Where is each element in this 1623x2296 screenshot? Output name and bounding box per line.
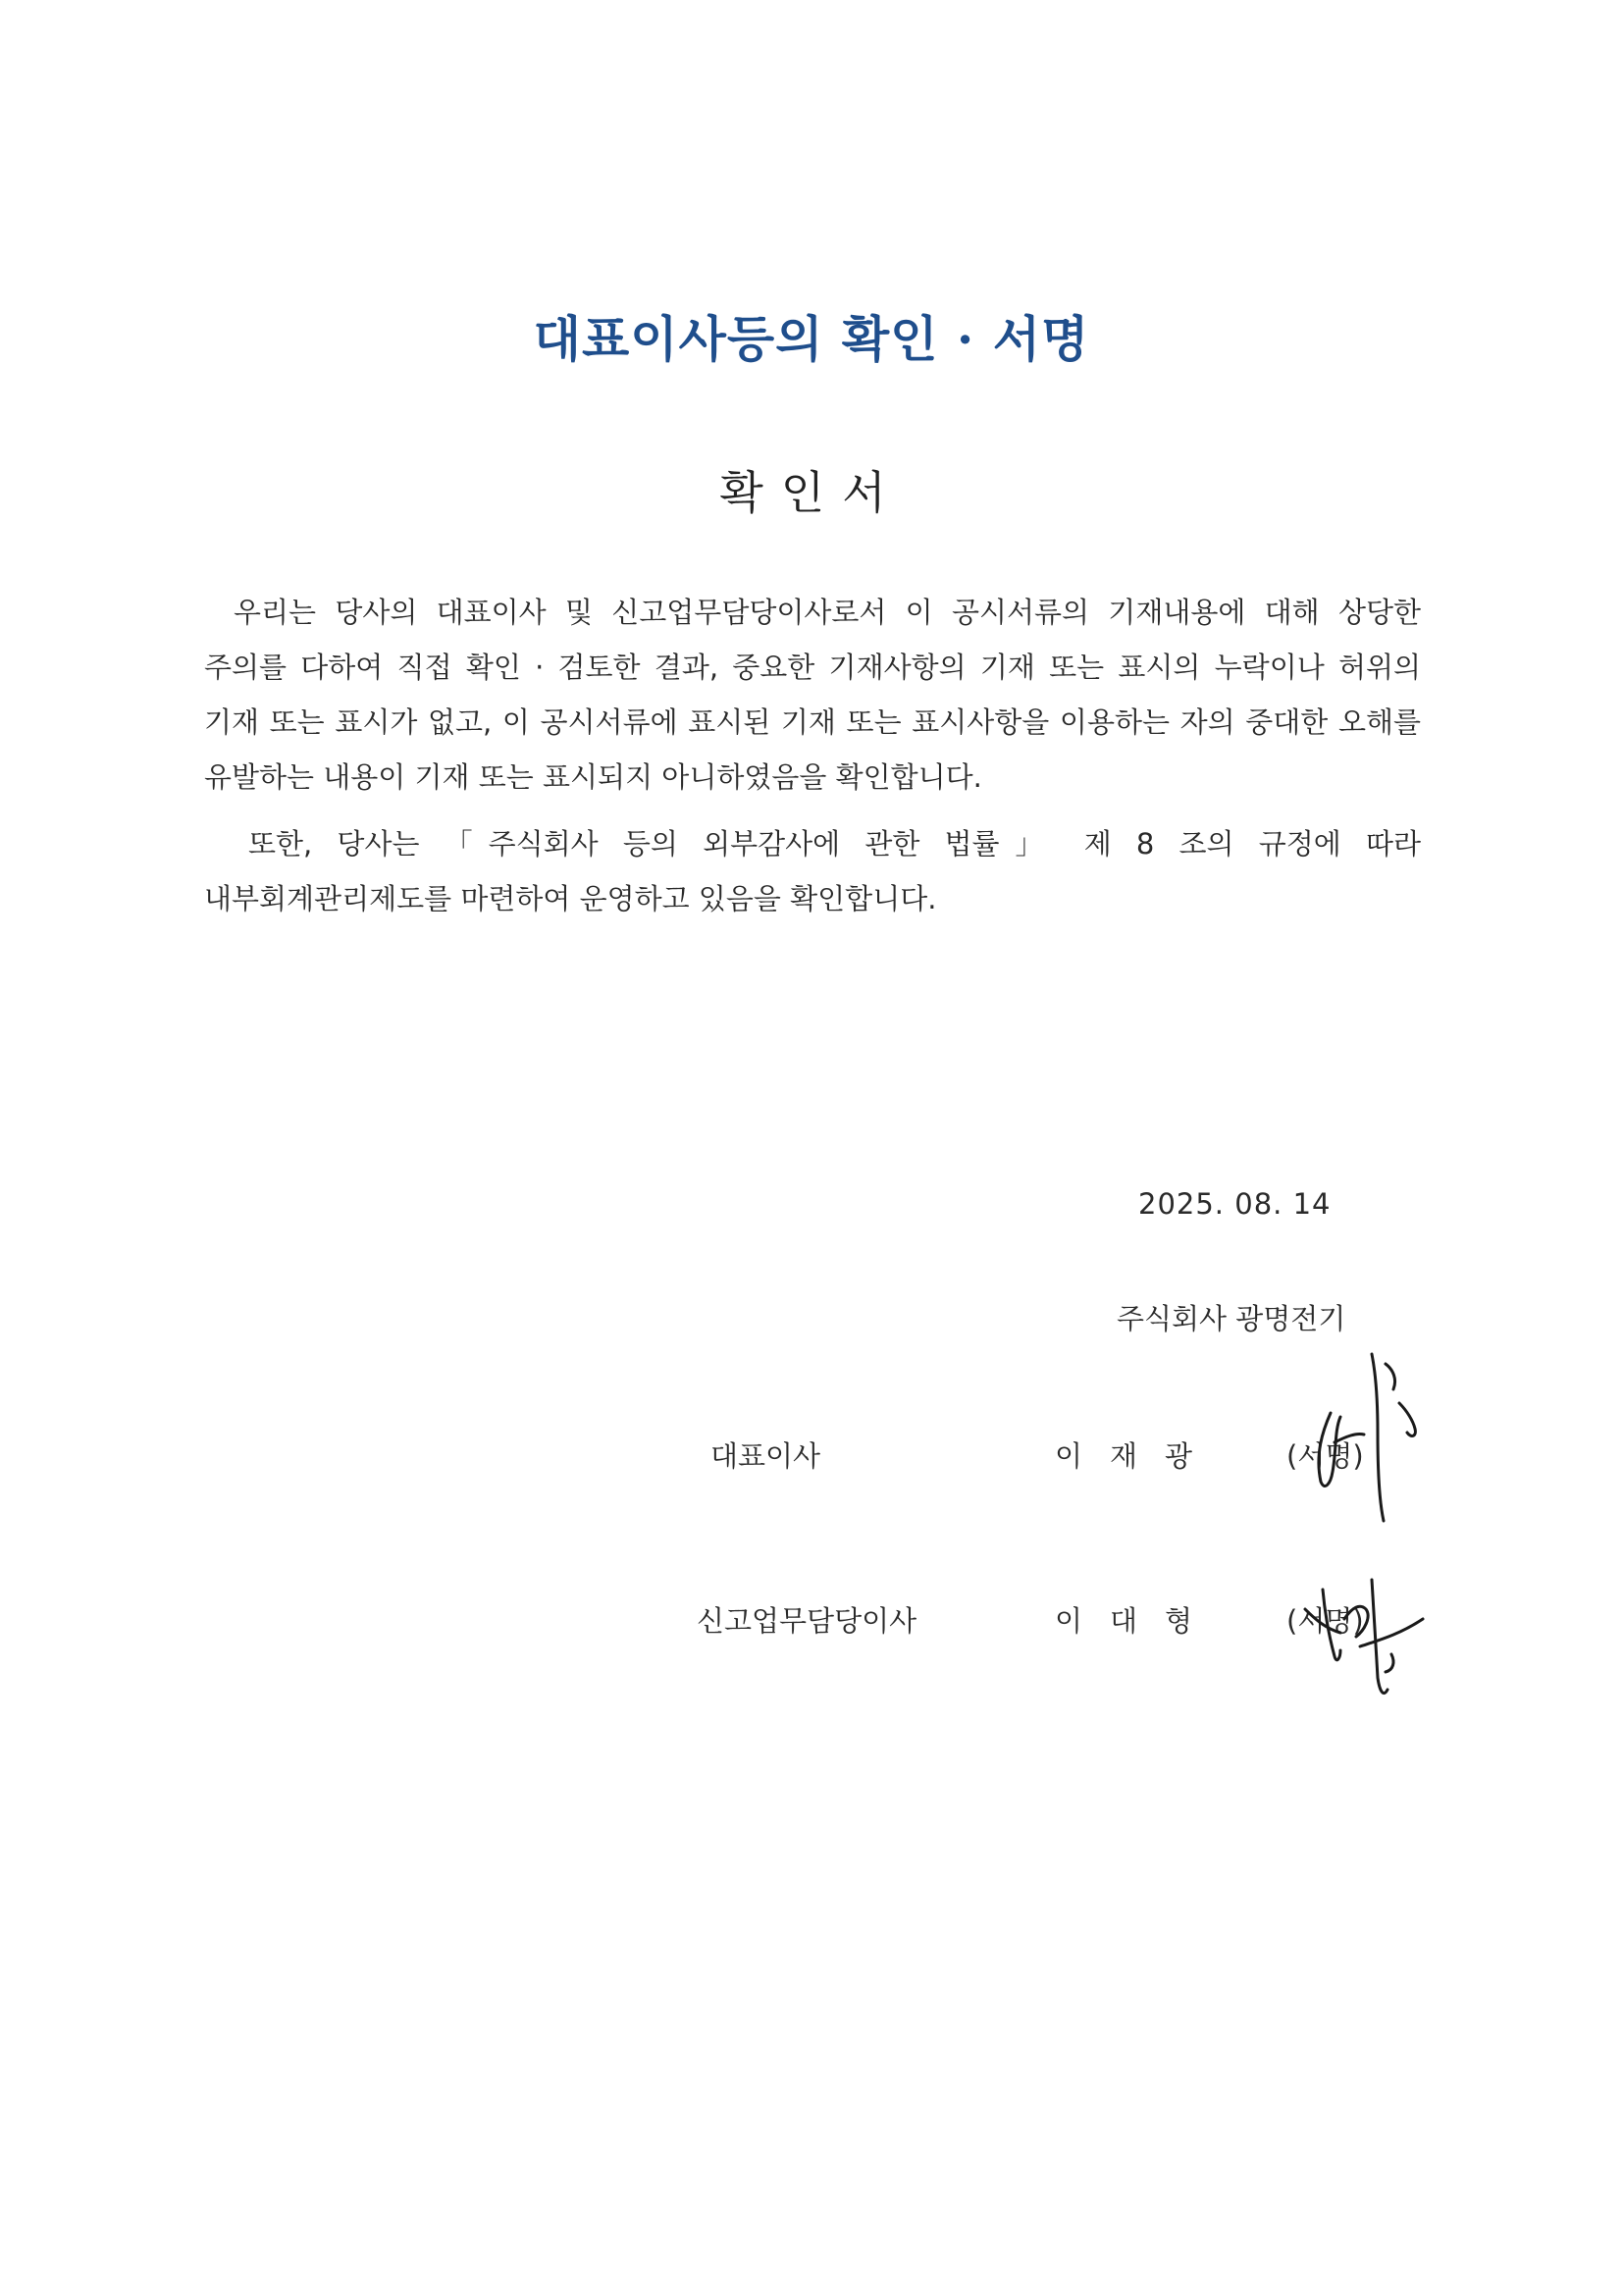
document-body (204, 585, 1421, 938)
signer-name: 이대형 (1055, 1604, 1221, 1638)
document-date: 2025. 08. 14 (1138, 1187, 1332, 1221)
document-title: 대표이사등의 확인 · 서명 (533, 310, 1090, 368)
paragraph-internal-control: 또한, 당사는 「주식회사 등의 외부감사에 관한 법률」 제 8 조의 규정에 따라 내부회계관리제도를 마련하여 운영하고 있음을 확인합니다. (204, 827, 1421, 915)
paragraph-confirmation: 우리는 당사의 대표이사 및 신고업무담당이사로서 이 공시서류의 기재내용에 대해 상당한 주의를 다하여 직접 확인 · 검토한 결과, 중요한 기재사항의 기재 또는 표시의 누락이나 허위의 기재 또는 표시가 없고, 이 공시서류에 표시된 기재 또는 표시사항을 이용하는 자의 중대한 오해를 유발하는 내용이 기재 또는 표시되지 아니하였음을 확인합니다. (204, 596, 1421, 794)
signer-name: 이재광 (1055, 1439, 1221, 1473)
signature-mark: (서명) (1286, 1439, 1364, 1473)
signature-mark: (서명) (1286, 1604, 1364, 1638)
handwritten-signature-officer (1276, 1560, 1442, 1707)
document-subtitle: 확인서 (719, 466, 904, 519)
company-name: 주식회사 광명전기 (1117, 1302, 1346, 1335)
signer-role: 신고업무담당이사 (697, 1604, 917, 1638)
handwritten-signature-ceo (1276, 1334, 1433, 1531)
signer-role: 대표이사 (710, 1439, 821, 1473)
